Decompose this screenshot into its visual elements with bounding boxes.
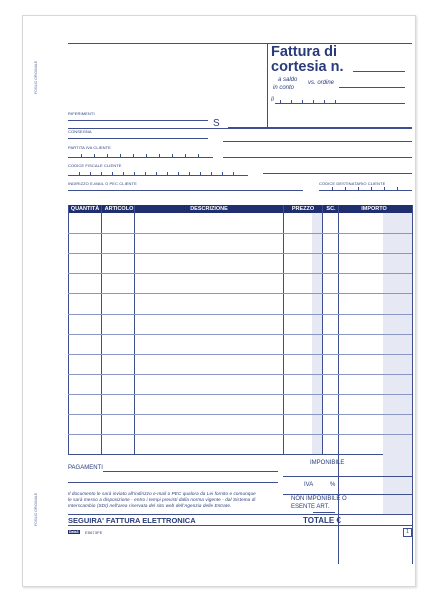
date-field[interactable] xyxy=(275,99,405,104)
customer-name-line-1[interactable] xyxy=(228,127,412,128)
seguira-fattura-elettronica: SEGUIRA' FATTURA ELETTRONICA xyxy=(68,516,196,525)
codice-fiscale-label: CODICE FISCALE CLIENTE xyxy=(68,163,122,168)
imponibile-label: IMPONIBILE xyxy=(310,460,345,466)
totale-label: TOTALE € xyxy=(303,516,341,525)
invoice-sheet xyxy=(22,15,416,587)
email-pec-field[interactable] xyxy=(68,190,303,191)
in-conto-label: in conto xyxy=(273,85,295,91)
partita-iva-field[interactable] xyxy=(68,153,213,158)
invoice-title-line2: cortesia n. xyxy=(271,59,344,75)
esente-art-label: ESENTE ART. xyxy=(291,504,330,510)
pagamenti-field-1[interactable] xyxy=(103,471,278,472)
customer-address-line-2[interactable] xyxy=(223,157,412,158)
publisher-logo: Data3 xyxy=(69,530,79,534)
side-mark-top: FOGLIO ORIGINALE xyxy=(34,60,38,94)
table-row[interactable] xyxy=(68,354,412,355)
table-row[interactable] xyxy=(68,253,412,254)
table-row[interactable] xyxy=(68,434,412,435)
esente-art-field[interactable] xyxy=(313,512,335,513)
customer-address-line-1[interactable] xyxy=(223,141,412,142)
table-row[interactable] xyxy=(68,374,412,375)
iva-percent: % xyxy=(330,482,336,488)
table-row[interactable] xyxy=(68,273,412,274)
col-descrizione: DESCRIZIONE xyxy=(190,206,228,212)
date-prefix: lì xyxy=(271,97,274,103)
col-importo: IMPORTO xyxy=(361,206,387,212)
indirizzo-email-label: INDIRIZZO E-MAIL O PEC CLIENTE xyxy=(68,181,137,186)
product-code: E5673FE xyxy=(85,530,103,535)
non-imponibile-label: NON IMPONIBILE O xyxy=(291,496,347,502)
table-row[interactable] xyxy=(68,314,412,315)
col-prezzo: PREZZO xyxy=(291,206,315,212)
col-quantita: QUANTITÀ xyxy=(70,206,100,212)
notice-line-1: Il documento le sarà inviato all'indirizzo e-mail o PEC qualora da Lei fornito e comunque xyxy=(68,491,256,496)
col-sconto: SC. xyxy=(326,206,336,212)
invoice-title-line1: Fattura di xyxy=(271,44,338,60)
s-mark: S xyxy=(213,118,220,129)
vs-ordine-field[interactable] xyxy=(339,87,405,88)
iva-label: IVA xyxy=(304,482,314,488)
codice-fiscale-field[interactable] xyxy=(68,171,248,176)
codice-destinatario-label: CODICE DESTINATARIO CLIENTE xyxy=(319,181,386,186)
a-saldo-label: a saldo xyxy=(278,77,298,83)
vs-ordine-label: vs. ordine xyxy=(308,80,335,86)
table-row[interactable] xyxy=(68,414,412,415)
table-row[interactable] xyxy=(68,334,412,335)
riferimenti-field[interactable] xyxy=(68,120,208,121)
notice-line-3: Interscambio (SDI) nell'area riservata del sito web dell'Agenzia delle Entrate. xyxy=(68,503,232,508)
items-table-header xyxy=(68,205,412,213)
table-row[interactable] xyxy=(68,293,412,294)
invoice-number-field[interactable] xyxy=(353,71,405,72)
riferimenti-label: RIFERIMENTI xyxy=(68,111,95,116)
page-number-box: 1 xyxy=(403,528,412,537)
consegna-field[interactable] xyxy=(68,138,208,139)
notice-line-2: le sarà messo a disposizione - entro i tempi previsti dalla norma vigente - dal Sistema di xyxy=(68,497,256,502)
customer-address-line-3[interactable] xyxy=(263,173,412,174)
consegna-label: CONSEGNA xyxy=(68,129,92,134)
pagamenti-label: PAGAMENTI xyxy=(68,465,103,471)
partita-iva-label: PARTITA IVA CLIENTE xyxy=(68,145,111,150)
pagamenti-field-2[interactable] xyxy=(68,482,278,483)
codice-destinatario-field[interactable] xyxy=(319,186,412,191)
table-row[interactable] xyxy=(68,233,412,234)
table-row[interactable] xyxy=(68,394,412,395)
side-mark-bottom: FOGLIO ORIGINALE xyxy=(34,492,38,526)
col-articolo: ARTICOLO xyxy=(104,206,134,212)
